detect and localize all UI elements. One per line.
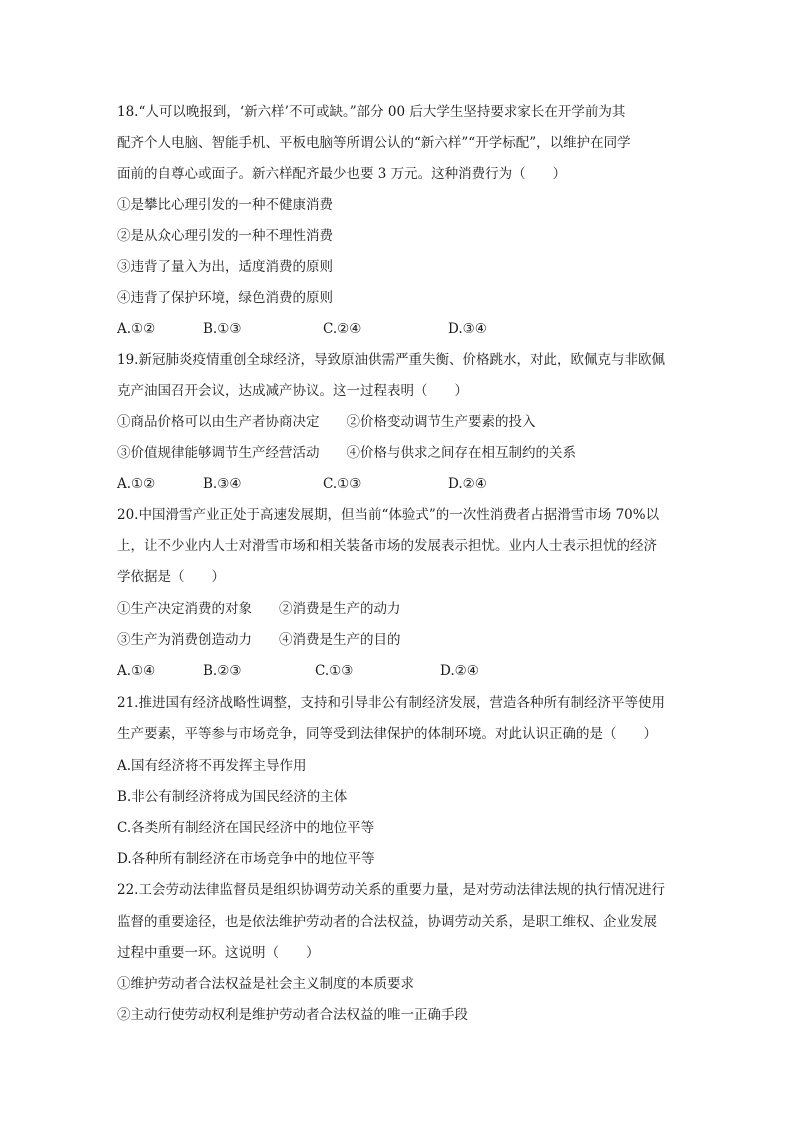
question-18-statement-4: ④违背了保护环境，绿色消费的原则 (117, 290, 333, 306)
question-18-statement-3: ③违背了量入为出，适度消费的原则 (117, 259, 333, 275)
question-18-line-1: 18.“人可以晚报到，‘新六样’不可或缺。”部分 00 后大学生坚持要求家长在开学前为其 (117, 104, 626, 120)
question-18-options (117, 320, 697, 338)
question-22-line-3: 过程中重要一环。这说明（ ） (117, 945, 320, 961)
question-22-statement-2: ②主动行使劳动权利是维护劳动者合法权益的唯一正确手段 (117, 1007, 468, 1023)
question-20-option-c: C.①③ (315, 663, 354, 679)
question-19-line-1: 19.新冠肺炎疫情重创全球经济，导致原油供需严重失衡、价格跳水，对此，欧佩克与非欧佩 (117, 352, 665, 368)
question-21-option-b: B.非公有制经济将成为国民经济的主体 (117, 789, 348, 805)
question-20-option-a: A.①④ (117, 663, 156, 679)
question-22-line-2: 监督的重要途径，也是依法维护劳动者的合法权益，协调劳动关系，是职工维权、企业发展 (117, 914, 657, 930)
question-18-statement-2: ②是从众心理引发的一种不理性消费 (117, 228, 333, 244)
question-19-option-a: A.①② (117, 476, 156, 492)
question-20-line-3: 学依据是（ ） (117, 569, 225, 585)
question-19-option-d: D.②④ (448, 476, 487, 492)
question-19-option-c: C.①③ (323, 476, 362, 492)
question-19-statement-1: ①商品价格可以由生产者协商决定 ②价格变动调节生产要素的投入 (117, 414, 536, 430)
question-19-option-b: B.③④ (203, 476, 242, 492)
question-19-options (117, 475, 697, 493)
question-20-statement-1: ①生产决定消费的对象 ②消费是生产的动力 (117, 601, 401, 617)
question-19-statement-2: ③价值规律能够调节生产经营活动 ④价格与供求之间存在相互制约的关系 (117, 445, 576, 461)
question-19-line-2: 克产油国召开会议，达成减产协议。这一过程表明（ ） (117, 383, 468, 399)
question-20-options (117, 662, 697, 680)
question-22-line-1: 22.工会劳动法律监督员是组织协调劳动关系的重要力量，是对劳动法律法规的执行情况进行 (117, 882, 665, 898)
question-18-option-c: C.②④ (323, 321, 362, 337)
question-20-line-1: 20.中国滑雪产业正处于高速发展期，但当前“体验式”的一次性消费者占据滑雪市场 70%以 (117, 507, 660, 523)
question-18-option-d: D.③④ (448, 321, 487, 337)
question-20-line-2: 上，让不少业内人士对滑雪市场和相关装备市场的发展表示担忧。业内人士表示担忧的经济 (117, 538, 657, 554)
question-21-option-d: D.各种所有制经济在市场竞争中的地位平等 (117, 851, 375, 867)
question-20-option-b: B.②③ (203, 663, 242, 679)
question-18-line-2: 配齐个人电脑、智能手机、平板电脑等所谓公认的“新六样”“开学标配”，以维护在同学 (117, 135, 631, 151)
question-18-option-a: A.①② (117, 321, 156, 337)
question-22-statement-1: ①维护劳动者合法权益是社会主义制度的本质要求 (117, 976, 414, 992)
question-18-option-b: B.①③ (203, 321, 242, 337)
question-21-option-a: A.国有经济将不再发挥主导作用 (117, 758, 307, 774)
question-21-line-2: 生产要素，平等参与市场竞争，同等受到法律保护的体制环境。对此认识正确的是（ ） (117, 726, 657, 742)
question-20-statement-2: ③生产为消费创造动力 ④消费是生产的目的 (117, 632, 401, 648)
question-18-statement-1: ①是攀比心理引发的一种不健康消费 (117, 197, 333, 213)
question-21-line-1: 21.推进国有经济战略性调整，支持和引导非公有制经济发展，营造各种所有制经济平等使用 (117, 695, 665, 711)
question-18-line-3: 面前的自尊心或面子。新六样配齐最少也要 3 万元。这种消费行为（ ） (117, 166, 567, 182)
question-21-option-c: C.各类所有制经济在国民经济中的地位平等 (117, 820, 375, 836)
question-20-option-d: D.②④ (440, 663, 479, 679)
